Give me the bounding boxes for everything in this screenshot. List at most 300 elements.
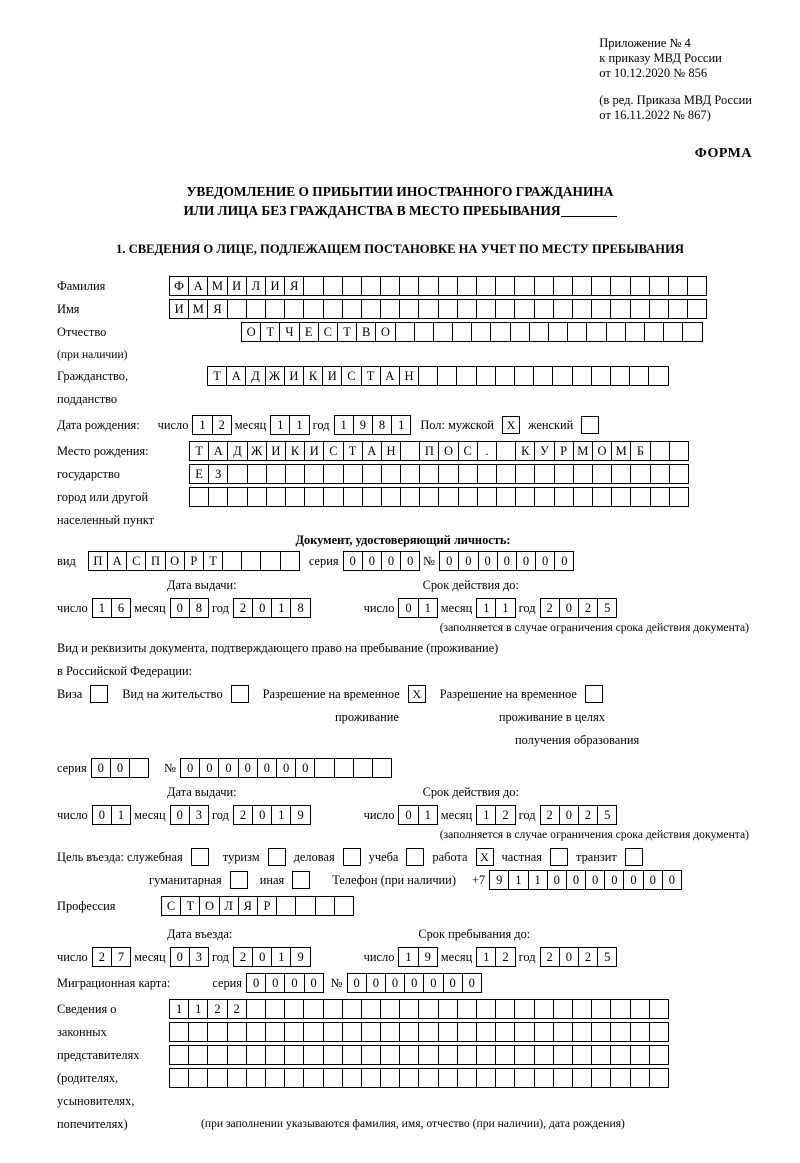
form-cell[interactable]: П	[419, 441, 439, 461]
form-cell[interactable]	[554, 464, 574, 484]
form-cell[interactable]	[380, 1045, 400, 1065]
checkbox-purpose-tourism[interactable]	[268, 848, 286, 866]
form-cell[interactable]	[514, 299, 534, 319]
form-cell[interactable]: 0	[398, 805, 418, 825]
form-cell[interactable]	[630, 1068, 650, 1088]
form-cell[interactable]: Л	[246, 276, 266, 296]
form-cell[interactable]	[553, 299, 573, 319]
form-cell[interactable]: 0	[566, 870, 586, 890]
input-phone[interactable]	[489, 870, 681, 890]
form-cell[interactable]	[227, 1068, 247, 1088]
form-cell[interactable]: 0	[662, 870, 682, 890]
form-cell[interactable]	[323, 276, 343, 296]
form-cell[interactable]: Д	[227, 441, 247, 461]
input-permit-issue-month[interactable]	[170, 805, 208, 825]
form-cell[interactable]	[400, 487, 420, 507]
form-cell[interactable]	[630, 999, 650, 1019]
form-cell[interactable]: 5	[597, 947, 617, 967]
form-cell[interactable]	[515, 464, 535, 484]
form-cell[interactable]	[553, 1022, 573, 1042]
form-cell[interactable]: И	[322, 366, 342, 386]
form-cell[interactable]	[529, 322, 549, 342]
form-cell[interactable]	[630, 299, 650, 319]
form-cell[interactable]	[572, 276, 592, 296]
form-cell[interactable]: 2	[540, 598, 560, 618]
form-cell[interactable]	[496, 441, 516, 461]
form-cell[interactable]: 2	[540, 947, 560, 967]
input-permit-issue-year[interactable]	[233, 805, 310, 825]
form-cell[interactable]: Н	[399, 366, 419, 386]
form-cell[interactable]	[534, 464, 554, 484]
form-cell[interactable]	[591, 1045, 611, 1065]
form-cell[interactable]: 0	[252, 947, 272, 967]
form-cell[interactable]: З	[208, 464, 228, 484]
form-cell[interactable]	[458, 487, 478, 507]
form-cell[interactable]	[649, 299, 669, 319]
form-cell[interactable]: 1	[92, 598, 112, 618]
form-cell[interactable]: 3	[189, 947, 209, 967]
form-cell[interactable]	[343, 487, 363, 507]
form-cell[interactable]: 0	[554, 551, 574, 571]
form-cell[interactable]	[610, 1022, 630, 1042]
form-cell[interactable]: И	[265, 276, 285, 296]
form-cell[interactable]	[303, 1068, 323, 1088]
form-cell[interactable]: 0	[497, 551, 517, 571]
form-cell[interactable]	[534, 1022, 554, 1042]
form-cell[interactable]	[611, 487, 631, 507]
form-cell[interactable]	[649, 1045, 669, 1065]
input-legal-rep-1[interactable]	[169, 999, 668, 1019]
form-cell[interactable]	[687, 276, 707, 296]
form-cell[interactable]: 9	[353, 415, 373, 435]
form-cell[interactable]	[490, 322, 510, 342]
form-cell[interactable]	[534, 487, 554, 507]
form-cell[interactable]	[514, 366, 534, 386]
form-cell[interactable]	[611, 464, 631, 484]
form-cell[interactable]	[295, 896, 315, 916]
form-cell[interactable]	[644, 322, 664, 342]
input-patronymic[interactable]	[241, 322, 702, 342]
form-cell[interactable]: 1	[192, 415, 212, 435]
form-cell[interactable]	[438, 1022, 458, 1042]
form-cell[interactable]: О	[241, 322, 261, 342]
form-cell[interactable]	[265, 1045, 285, 1065]
form-cell[interactable]	[247, 487, 267, 507]
form-cell[interactable]: 2	[578, 947, 598, 967]
form-cell[interactable]: С	[318, 322, 338, 342]
form-cell[interactable]	[630, 464, 650, 484]
form-cell[interactable]: Т	[361, 366, 381, 386]
form-cell[interactable]	[265, 1068, 285, 1088]
form-cell[interactable]: 1	[271, 805, 291, 825]
form-cell[interactable]	[304, 487, 324, 507]
form-cell[interactable]	[514, 1022, 534, 1042]
form-cell[interactable]	[399, 299, 419, 319]
form-cell[interactable]: А	[188, 276, 208, 296]
form-cell[interactable]: 0	[458, 551, 478, 571]
form-cell[interactable]	[630, 276, 650, 296]
form-cell[interactable]	[303, 1022, 323, 1042]
form-cell[interactable]: 8	[189, 598, 209, 618]
form-cell[interactable]	[625, 322, 645, 342]
form-cell[interactable]	[280, 551, 300, 571]
form-cell[interactable]	[323, 487, 343, 507]
form-cell[interactable]	[314, 758, 334, 778]
form-cell[interactable]	[514, 1068, 534, 1088]
form-cell[interactable]: 0	[92, 805, 112, 825]
form-cell[interactable]	[227, 1045, 247, 1065]
form-cell[interactable]	[419, 464, 439, 484]
form-cell[interactable]	[458, 464, 478, 484]
checkbox-edu-residence[interactable]	[585, 685, 603, 703]
form-cell[interactable]: 1	[508, 870, 528, 890]
form-cell[interactable]	[361, 1022, 381, 1042]
form-cell[interactable]	[303, 276, 323, 296]
input-mig-series[interactable]	[246, 973, 323, 993]
form-cell[interactable]	[610, 999, 630, 1019]
form-cell[interactable]	[380, 276, 400, 296]
form-cell[interactable]: 1	[476, 947, 496, 967]
form-cell[interactable]	[227, 1022, 247, 1042]
form-cell[interactable]	[222, 551, 242, 571]
form-cell[interactable]	[342, 299, 362, 319]
form-cell[interactable]	[334, 896, 354, 916]
checkbox-purpose-service[interactable]	[191, 848, 209, 866]
form-cell[interactable]	[682, 322, 702, 342]
form-cell[interactable]: 6	[111, 598, 131, 618]
form-cell[interactable]	[534, 999, 554, 1019]
input-birthplace-city-2[interactable]	[189, 487, 688, 507]
form-cell[interactable]	[342, 1045, 362, 1065]
input-doc-valid-day[interactable]	[398, 598, 436, 618]
form-cell[interactable]	[476, 276, 496, 296]
form-cell[interactable]	[399, 999, 419, 1019]
form-cell[interactable]: М	[573, 441, 593, 461]
form-cell[interactable]: 0	[304, 973, 324, 993]
form-cell[interactable]: Н	[381, 441, 401, 461]
form-cell[interactable]: А	[208, 441, 228, 461]
form-cell[interactable]: .	[477, 441, 497, 461]
form-cell[interactable]: Ж	[265, 366, 285, 386]
input-birth-year[interactable]	[334, 415, 411, 435]
form-cell[interactable]	[457, 276, 477, 296]
form-cell[interactable]: 0	[295, 758, 315, 778]
form-cell[interactable]	[533, 366, 553, 386]
form-cell[interactable]	[246, 1045, 266, 1065]
form-cell[interactable]: 0	[381, 551, 401, 571]
input-permit-valid-day[interactable]	[398, 805, 436, 825]
form-cell[interactable]	[285, 464, 305, 484]
form-cell[interactable]	[285, 487, 305, 507]
form-cell[interactable]	[687, 299, 707, 319]
form-cell[interactable]	[457, 1022, 477, 1042]
form-cell[interactable]: К	[285, 441, 305, 461]
form-cell[interactable]: М	[188, 299, 208, 319]
form-cell[interactable]	[586, 322, 606, 342]
form-cell[interactable]	[400, 441, 420, 461]
form-cell[interactable]	[495, 299, 515, 319]
form-cell[interactable]: 1	[271, 598, 291, 618]
form-cell[interactable]	[399, 276, 419, 296]
form-cell[interactable]	[418, 276, 438, 296]
form-cell[interactable]	[669, 487, 689, 507]
form-cell[interactable]	[457, 1045, 477, 1065]
form-cell[interactable]	[476, 299, 496, 319]
form-cell[interactable]	[323, 1068, 343, 1088]
form-cell[interactable]	[534, 276, 554, 296]
form-cell[interactable]	[630, 1045, 650, 1065]
form-cell[interactable]: И	[284, 366, 304, 386]
form-cell[interactable]	[260, 551, 280, 571]
form-cell[interactable]	[418, 366, 438, 386]
form-cell[interactable]	[323, 999, 343, 1019]
form-cell[interactable]	[495, 1022, 515, 1042]
form-cell[interactable]: 2	[227, 999, 247, 1019]
form-cell[interactable]	[323, 299, 343, 319]
form-cell[interactable]	[241, 551, 261, 571]
form-cell[interactable]: С	[126, 551, 146, 571]
form-cell[interactable]	[456, 366, 476, 386]
form-cell[interactable]: 2	[495, 947, 515, 967]
form-cell[interactable]	[495, 1068, 515, 1088]
form-cell[interactable]: М	[207, 276, 227, 296]
form-cell[interactable]	[438, 487, 458, 507]
form-cell[interactable]: М	[611, 441, 631, 461]
input-doc-kind[interactable]	[88, 551, 299, 571]
form-cell[interactable]	[514, 276, 534, 296]
form-cell[interactable]: 7	[111, 947, 131, 967]
form-cell[interactable]: И	[169, 299, 189, 319]
input-birthplace-city[interactable]	[189, 464, 688, 484]
form-cell[interactable]	[189, 487, 209, 507]
form-cell[interactable]: 2	[578, 805, 598, 825]
form-cell[interactable]: И	[304, 441, 324, 461]
form-cell[interactable]	[227, 487, 247, 507]
form-cell[interactable]	[400, 464, 420, 484]
input-permit-valid-year[interactable]	[540, 805, 617, 825]
form-cell[interactable]: А	[362, 441, 382, 461]
input-stay-month[interactable]	[476, 947, 514, 967]
input-legal-rep-2[interactable]	[169, 1022, 668, 1042]
form-cell[interactable]: 1	[270, 415, 290, 435]
form-cell[interactable]	[610, 1045, 630, 1065]
form-cell[interactable]	[649, 1068, 669, 1088]
form-cell[interactable]	[553, 1045, 573, 1065]
form-cell[interactable]: Т	[203, 551, 223, 571]
form-cell[interactable]	[630, 487, 650, 507]
form-cell[interactable]: К	[515, 441, 535, 461]
checkbox-female[interactable]	[581, 416, 599, 434]
form-cell[interactable]: 0	[347, 973, 367, 993]
form-cell[interactable]	[265, 299, 285, 319]
form-cell[interactable]	[399, 1045, 419, 1065]
form-cell[interactable]: 0	[400, 551, 420, 571]
form-cell[interactable]: Я	[207, 299, 227, 319]
form-cell[interactable]	[496, 464, 516, 484]
input-doc-issue-month[interactable]	[170, 598, 208, 618]
form-cell[interactable]	[380, 999, 400, 1019]
form-cell[interactable]	[418, 999, 438, 1019]
form-cell[interactable]	[265, 1022, 285, 1042]
form-cell[interactable]	[188, 1045, 208, 1065]
input-permit-number[interactable]	[180, 758, 391, 778]
form-cell[interactable]: 0	[462, 973, 482, 993]
form-cell[interactable]	[567, 322, 587, 342]
form-cell[interactable]: 0	[276, 758, 296, 778]
form-cell[interactable]: 0	[585, 870, 605, 890]
form-cell[interactable]: 0	[257, 758, 277, 778]
form-cell[interactable]: 0	[404, 973, 424, 993]
form-cell[interactable]: Л	[219, 896, 239, 916]
form-cell[interactable]: 1	[111, 805, 131, 825]
form-cell[interactable]	[188, 1022, 208, 1042]
form-cell[interactable]	[227, 299, 247, 319]
form-cell[interactable]	[438, 299, 458, 319]
form-cell[interactable]: 1	[289, 415, 309, 435]
checkbox-temp-residence[interactable]: X	[408, 685, 426, 703]
form-cell[interactable]: 1	[188, 999, 208, 1019]
form-cell[interactable]: 1	[418, 805, 438, 825]
form-cell[interactable]	[553, 276, 573, 296]
form-cell[interactable]	[419, 487, 439, 507]
form-cell[interactable]	[515, 487, 535, 507]
form-cell[interactable]: 1	[476, 805, 496, 825]
form-cell[interactable]: 1	[334, 415, 354, 435]
form-cell[interactable]	[169, 1068, 189, 1088]
form-cell[interactable]	[303, 999, 323, 1019]
form-cell[interactable]: Т	[260, 322, 280, 342]
input-surname[interactable]	[169, 276, 706, 296]
form-cell[interactable]	[663, 322, 683, 342]
form-cell[interactable]	[471, 322, 491, 342]
checkbox-residence-permit[interactable]	[231, 685, 249, 703]
form-cell[interactable]	[303, 299, 323, 319]
form-cell[interactable]: 9	[489, 870, 509, 890]
input-stay-day[interactable]	[398, 947, 436, 967]
form-cell[interactable]: 0	[265, 973, 285, 993]
form-cell[interactable]	[246, 1068, 266, 1088]
form-cell[interactable]	[606, 322, 626, 342]
form-cell[interactable]	[246, 1022, 266, 1042]
form-cell[interactable]	[649, 1022, 669, 1042]
form-cell[interactable]: 0	[170, 598, 190, 618]
form-cell[interactable]	[246, 299, 266, 319]
form-cell[interactable]: 1	[398, 947, 418, 967]
form-cell[interactable]: 0	[362, 551, 382, 571]
form-cell[interactable]	[284, 1022, 304, 1042]
form-cell[interactable]	[129, 758, 149, 778]
checkbox-purpose-study[interactable]	[406, 848, 424, 866]
form-cell[interactable]: 9	[290, 805, 310, 825]
form-cell[interactable]: Ч	[279, 322, 299, 342]
form-cell[interactable]: 2	[233, 598, 253, 618]
form-cell[interactable]: 0	[284, 973, 304, 993]
form-cell[interactable]	[668, 299, 688, 319]
form-cell[interactable]: 0	[252, 598, 272, 618]
form-cell[interactable]: 0	[170, 947, 190, 967]
form-cell[interactable]: Ф	[169, 276, 189, 296]
form-cell[interactable]: В	[356, 322, 376, 342]
form-cell[interactable]	[323, 464, 343, 484]
form-cell[interactable]	[610, 1068, 630, 1088]
form-cell[interactable]	[572, 366, 592, 386]
checkbox-purpose-other[interactable]	[292, 871, 310, 889]
form-cell[interactable]: И	[266, 441, 286, 461]
form-cell[interactable]: Т	[337, 322, 357, 342]
form-cell[interactable]: О	[375, 322, 395, 342]
form-cell[interactable]	[323, 1022, 343, 1042]
form-cell[interactable]	[188, 1068, 208, 1088]
form-cell[interactable]	[169, 1045, 189, 1065]
input-mig-number[interactable]	[347, 973, 481, 993]
form-cell[interactable]: 1	[169, 999, 189, 1019]
form-cell[interactable]: 0	[385, 973, 405, 993]
input-birthplace-state[interactable]	[189, 441, 688, 461]
input-doc-valid-month[interactable]	[476, 598, 514, 618]
form-cell[interactable]	[514, 999, 534, 1019]
form-cell[interactable]: 0	[559, 805, 579, 825]
input-entry-year[interactable]	[233, 947, 310, 967]
form-cell[interactable]: 0	[180, 758, 200, 778]
form-cell[interactable]	[495, 366, 515, 386]
input-doc-issue-day[interactable]	[92, 598, 130, 618]
form-cell[interactable]: 0	[443, 973, 463, 993]
form-cell[interactable]	[266, 464, 286, 484]
form-cell[interactable]: У	[534, 441, 554, 461]
form-cell[interactable]: С	[323, 441, 343, 461]
form-cell[interactable]: И	[227, 276, 247, 296]
input-permit-valid-month[interactable]	[476, 805, 514, 825]
form-cell[interactable]	[381, 464, 401, 484]
checkbox-purpose-humanitarian[interactable]	[230, 871, 248, 889]
form-cell[interactable]	[438, 1045, 458, 1065]
form-cell[interactable]: 1	[418, 598, 438, 618]
form-cell[interactable]	[399, 1068, 419, 1088]
form-cell[interactable]	[591, 276, 611, 296]
form-cell[interactable]	[323, 1045, 343, 1065]
form-cell[interactable]	[342, 999, 362, 1019]
checkbox-purpose-business[interactable]	[343, 848, 361, 866]
form-cell[interactable]	[246, 999, 266, 1019]
form-cell[interactable]: 0	[91, 758, 111, 778]
form-cell[interactable]	[353, 758, 373, 778]
form-cell[interactable]	[315, 896, 335, 916]
form-cell[interactable]	[649, 999, 669, 1019]
input-entry-day[interactable]	[92, 947, 130, 967]
form-cell[interactable]	[534, 299, 554, 319]
form-cell[interactable]: 2	[233, 805, 253, 825]
form-cell[interactable]	[207, 1068, 227, 1088]
form-cell[interactable]: 8	[372, 415, 392, 435]
form-cell[interactable]: Т	[343, 441, 363, 461]
form-cell[interactable]	[573, 464, 593, 484]
form-cell[interactable]	[362, 487, 382, 507]
form-cell[interactable]	[649, 276, 669, 296]
checkbox-male[interactable]: X	[502, 416, 520, 434]
form-cell[interactable]	[592, 487, 612, 507]
input-doc-issue-year[interactable]	[233, 598, 310, 618]
form-cell[interactable]: К	[303, 366, 323, 386]
form-cell[interactable]	[572, 999, 592, 1019]
form-cell[interactable]	[361, 299, 381, 319]
form-cell[interactable]: О	[165, 551, 185, 571]
form-cell[interactable]	[418, 1022, 438, 1042]
form-cell[interactable]: С	[458, 441, 478, 461]
form-cell[interactable]	[361, 999, 381, 1019]
form-cell[interactable]: 0	[604, 870, 624, 890]
form-cell[interactable]: 2	[578, 598, 598, 618]
form-cell[interactable]: 0	[547, 870, 567, 890]
